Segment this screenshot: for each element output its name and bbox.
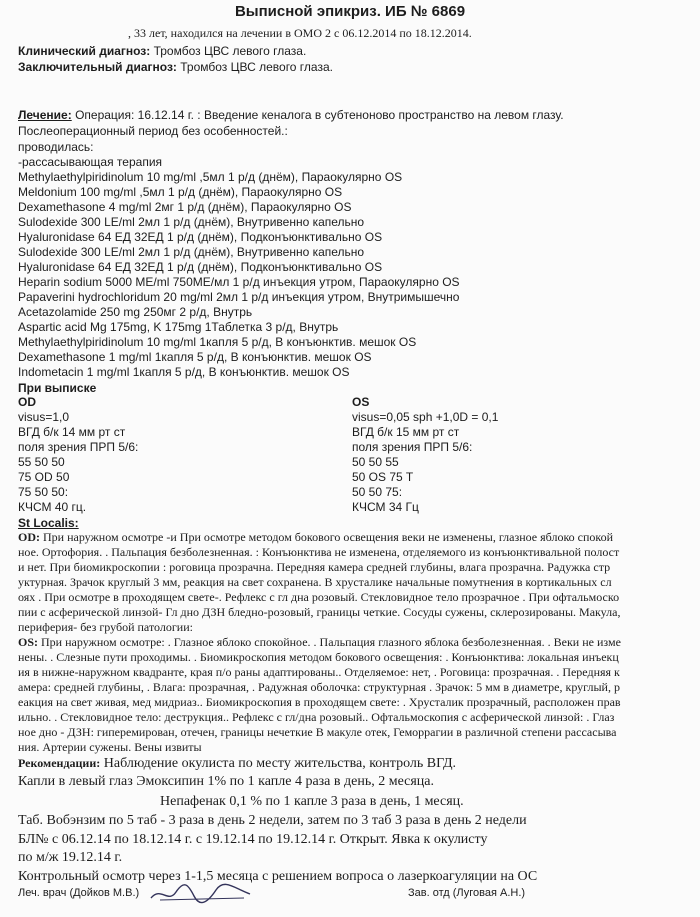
clinical-diagnosis [18, 44, 306, 58]
recommendations-line [18, 756, 456, 771]
os-line: поля зрения ПРП 5/6: [352, 440, 473, 454]
drug-item: Sulodexide 300 LE/ml 2мл 1 р/д (днём), Внутривенно капельно [18, 215, 365, 229]
od-line: 75 50 50: [18, 485, 69, 499]
drug-item: Papaverini hydrochloridum 20 mg/ml 2мл 1 р/д инъекция утром, Внутримышечно [18, 290, 460, 304]
od-status-line: периферия- без грубой патологии: [18, 620, 193, 634]
drug-item: Meldonium 100 mg/ml ,5мл 1 р/д (днём), Параокулярно OS [18, 185, 343, 199]
od-line: 75 OD 50 [18, 470, 70, 484]
drug-item: Indometacin 1 mg/ml 1капля 5 р/д, В конъюнктив. мешок OS [18, 365, 350, 379]
os-status-line: ильно. . Стекловидное тело: деструкция.. Рефлекс с гл/дна розовый.. Офтальмоскопия с асферической линзой: . Глаз [18, 710, 615, 724]
od-status-line: ное. Ортофория. . Пальпация безболезненная. : Конъюнктива не изменена, отделяемого из конъюнктивальной полост [18, 545, 620, 559]
drug-item: Dexamethasone 4 mg/ml 2мг 1 р/д (днём), Параокулярно OS [18, 200, 352, 214]
od-status-line: пии с асферической линзой- Гл дно ДЗН бледно-розовый, границы четкие. Сосуды сужены, склерозированы. Макула, [18, 605, 621, 619]
od-line: 55 50 50 [18, 455, 65, 469]
head-signature-line: Зав. отд (Луговая А.Н.) [408, 887, 526, 899]
final-diagnosis [18, 60, 333, 74]
recommendations-first: Наблюдение окулиста по месту жительства, контроль ВГД. [100, 756, 457, 771]
od-line: КЧСМ 40 гц. [18, 500, 87, 514]
sick-leave-2: по м/ж 19.12.14 г. [18, 850, 123, 865]
os-status-line: ное дно - ДЗН: гиперемирован, отечен, границы нечеткие В макуле отек, Геморрагии в различной степени рассасыва [18, 725, 617, 739]
os-line: 50 50 55 [352, 455, 399, 469]
therapy-text: -рассасывающая терапия [18, 155, 163, 169]
drug-item: Acetazolamide 250 mg 250мг 2 р/д, Внутрь [18, 305, 253, 319]
os-label: OS [352, 395, 370, 409]
final-diagnosis-label: Заключительный диагноз: [18, 60, 177, 74]
od-status-line: и нет. При биомикроскопии : роговица прозрачна. Передняя камера средней глубины, влага прозрачна. Радужка стр [18, 560, 611, 574]
control-exam: Контрольный осмотр через 1-1,5 месяца с решением вопроса о лазеркоагуляции на ОС [18, 869, 538, 884]
clinical-diagnosis-value: Тромбоз ЦВС левого глаза. [153, 44, 307, 58]
od-line: visus=1,0 [18, 410, 70, 424]
od-line: ВГД б/к 14 мм рт ст [18, 425, 126, 439]
os-line: ВГД б/к 15 мм рт ст [352, 425, 460, 439]
document-title: Выписной эпикриз. ИБ № 6869 [234, 3, 466, 20]
os-status-line: ния. Артерии сужены. Вены извиты [18, 740, 202, 754]
clinical-diagnosis-label: Клинический диагноз: [18, 44, 151, 58]
os-status-line: амера: средней глубины, . Влага: прозрачная, . Радужная оболочка: структурная . Зрачок: 5 мм в диаметре, круглый, р [18, 680, 620, 694]
conducted-text: проводилась: [18, 140, 94, 154]
drug-item: Methylaethylpiridinolum 10 mg/ml 1капля 5 р/д, В конъюнктив. мешок OS [18, 335, 417, 349]
st-localis-label: St Localis: [18, 516, 79, 530]
drug-item: Heparin sodium 5000 МЕ/ml 750МЕ/мл 1 р/д инъекция утром, Параокулярно OS [18, 275, 460, 289]
od-status-label: OD: [18, 530, 40, 544]
os-line: 50 50 75: [352, 485, 403, 499]
os-line: КЧСМ 34 Гц [352, 500, 419, 514]
od-status-line [18, 530, 613, 544]
drug-item: Hyaluronidase 64 ЕД 32ЕД 1 р/д (днём), Подконъюнктивально OS [18, 230, 383, 244]
recommendation-drops-1: Капли в левый глаз Эмоксипин 1% по 1 капле 4 раза в день, 2 месяца. [18, 774, 435, 789]
recommendation-tab: Таб. Вобэнзим по 5 таб - 3 раза в день 2 недели, затем по 3 таб 3 раза в день 2 недели [18, 813, 527, 828]
handwritten-signature [146, 878, 256, 908]
drug-item: Aspartic acid Mg 175mg, K 175mg 1Таблетка 3 р/д, Внутрь [18, 320, 339, 334]
os-status-line: ия в нижне-наружном квадранте, края п/о раны адаптированы.. Отделяемое: нет, . Роговица: прозрачная. . Передняя к [18, 665, 620, 679]
recommendation-drops-2: Непафенак 0,1 % по 1 капле 3 раза в день, 1 месяц. [160, 794, 464, 809]
os-status-line: еакция на свет живая, мед мидриаз.. Биомикроскопия в проходящем свете: . Хрусталик прозрачный, расположен прав [18, 695, 621, 709]
os-status-text: При наружном осмотре: . Глазное яблоко спокойное. . Пальпация глазного яблока безболезненная. . Веки не изме [38, 635, 621, 649]
treatment-label: Лечение: [18, 108, 72, 122]
admission-line: , 33 лет, находился на лечении в ОМО 2 с 06.12.2014 по 18.12.2014. [128, 26, 472, 40]
os-line: visus=0,05 sph +1,0D = 0,1 [352, 410, 499, 424]
drug-item: Dexamethasone 1 mg/ml 1капля 5 р/д, В конъюнктив. мешок OS [18, 350, 372, 364]
discharge-label: При выписке [18, 381, 97, 395]
os-status-label: OS: [18, 635, 39, 649]
recommendations-label: Рекомендации: [18, 756, 101, 770]
od-label: OD [18, 395, 36, 409]
od-status-line: оях . При осмотре в проходящем свете-. Рефлекс с гл дна розовый. Стекловидное тело прозрачное . При офтальмоско [18, 590, 620, 604]
os-line: 50 OS 75 T [352, 470, 414, 484]
sick-leave: БЛ№ с 06.12.14 по 18.12.14 г. с 19.12.14 по 19.12.14 г. Открыт. Явка к окулисту [18, 832, 488, 847]
od-status-line: уктурная. Зрачок круглый 3 мм, реакция на свет сохранена. В хрусталике начальные помутнения в кортикальных сл [18, 575, 612, 589]
od-status-text: При наружном осмотре -и При осмотре методом бокового освещения веки не изменены, глазное яблоко спокой [40, 530, 614, 544]
final-diagnosis-value: Тромбоз ЦВС левого глаза. [180, 60, 333, 74]
doctor-signature-line: Леч. врач (Дойков М.В.) [18, 887, 140, 899]
drug-item: Methylaethylpiridinolum 10 mg/ml ,5мл 1 р/д (днём), Параокулярно OS [18, 170, 403, 184]
os-status-line [18, 635, 621, 649]
drug-item: Sulodexide 300 LE/ml 2мл 1 р/д (днём), Внутривенно капельно [18, 245, 365, 259]
treatment-operation [18, 108, 564, 122]
drug-item: Hyaluronidase 64 ЕД 32ЕД 1 р/д (днём), Подконъюнктивально OS [18, 260, 383, 274]
od-line: поля зрения ПРП 5/6: [18, 440, 139, 454]
operation-text: Операция: 16.12.14 г. : Введение кеналога в субтеноново пространство на левом глазу. [75, 108, 564, 122]
postop-text: Послеоперационный период без особенностей.: [18, 124, 288, 138]
os-status-line: нены. . Слезные пути проходимы. . Биомикроскопия методом бокового освещения: . Конъюнктива: локальная инъекц [18, 650, 619, 664]
